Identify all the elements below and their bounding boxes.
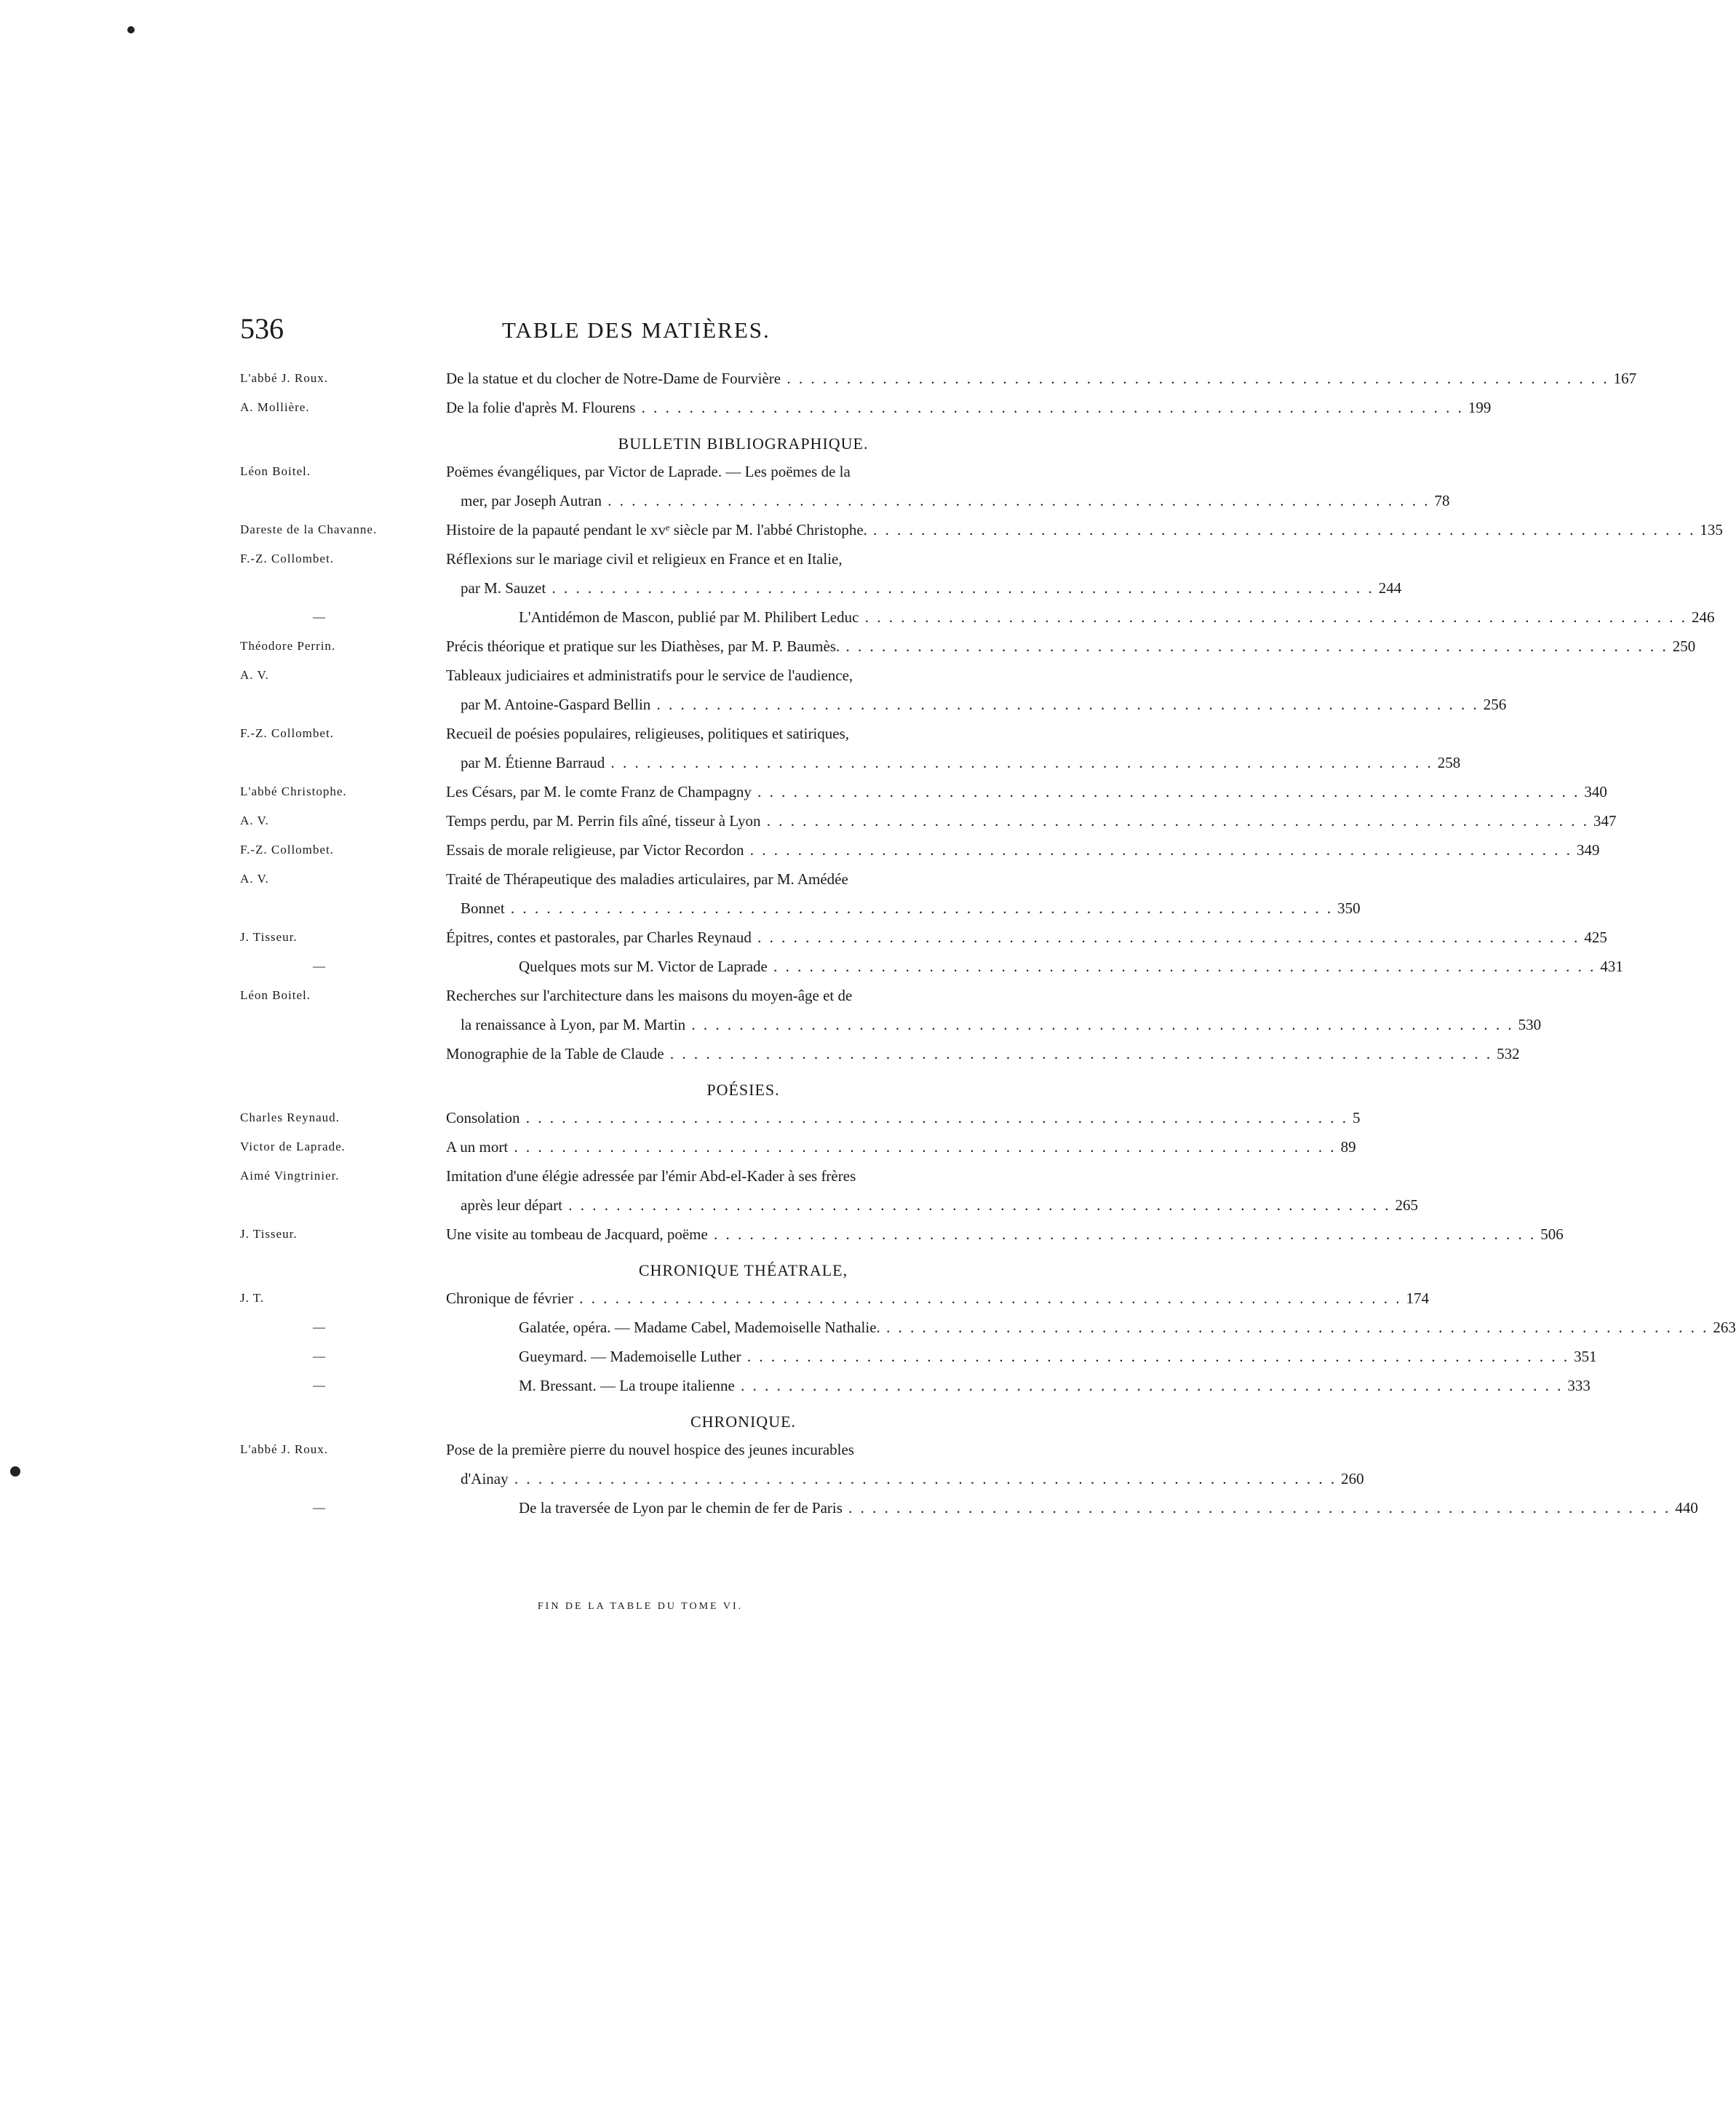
entry-author: J. Tisseur. xyxy=(240,1227,298,1241)
entry-author xyxy=(240,1039,446,1068)
entry-title xyxy=(519,1313,1736,1342)
entry-line xyxy=(519,1493,1698,1522)
entry-line xyxy=(446,1284,1429,1313)
entry-title xyxy=(446,923,1607,952)
page-ref: 174 xyxy=(1406,1290,1429,1307)
section-heading: CHRONIQUE. xyxy=(690,1412,797,1431)
entry-author: Léon Boitel. xyxy=(240,988,311,1002)
entry-author: Aimé Vingtrinier. xyxy=(240,1169,340,1183)
toc-entry xyxy=(240,1132,1356,1161)
entry-author: A. V. xyxy=(240,872,269,886)
entry-title xyxy=(519,1493,1698,1522)
page-ref: 340 xyxy=(1584,783,1607,800)
page-ref: 532 xyxy=(1497,1045,1520,1062)
toc-entry xyxy=(240,952,1623,981)
toc-entry xyxy=(240,981,1542,1039)
entry-text: Traité de Thérapeutique des maladies articulaires, par M. Amédée xyxy=(446,870,848,888)
entry-text: Galatée, opéra. — Madame Cabel, Mademoiselle Nathalie. . . . xyxy=(519,1313,1708,1342)
entry-text: Bonnet . . . xyxy=(461,894,1333,923)
toc-entry xyxy=(240,515,1723,544)
entry-title xyxy=(446,393,1491,422)
entry-line xyxy=(519,1313,1736,1342)
toc-entry xyxy=(240,1039,1520,1068)
entry-text: Temps perdu, par M. Perrin fils aîné, tisseur à Lyon . . . xyxy=(446,806,1589,835)
page-ref: 347 xyxy=(1593,812,1617,830)
entry-line xyxy=(446,777,1607,806)
entry-text: Tableaux judiciaires et administratifs pour le service de l'audience, xyxy=(446,667,853,684)
entry-title xyxy=(446,457,1449,515)
toc-entry xyxy=(240,544,1402,603)
page-ref: 333 xyxy=(1567,1377,1590,1394)
entry-text: De la folie d'après M. Flourens . . . xyxy=(446,393,1464,422)
entry-line xyxy=(446,806,1616,835)
scan-speck xyxy=(10,1466,20,1477)
entry-title xyxy=(446,544,1401,603)
page-ref: 167 xyxy=(1613,370,1637,387)
entry-text: par M. Sauzet . . . xyxy=(461,573,1374,603)
entry-text: Poëmes évangéliques, par Victor de Laprade. — Les poëmes de la xyxy=(446,463,851,480)
entry-author: Dareste de la Chavanne. xyxy=(240,522,378,536)
page-ref: 256 xyxy=(1483,696,1507,713)
page-ref: 260 xyxy=(1341,1470,1364,1487)
toc-entry xyxy=(240,806,1617,835)
toc-entry xyxy=(240,603,1715,632)
entry-text: par M. Antoine-Gaspard Bellin . . . xyxy=(461,690,1479,719)
entry-text: Pose de la première pierre du nouvel hospice des jeunes incurables xyxy=(446,1441,854,1458)
entry-text: De la statue et du clocher de Notre-Dame de Fourvière . . . xyxy=(446,364,1609,393)
table-of-contents xyxy=(240,364,1736,1522)
section-heading: POÉSIES. xyxy=(706,1081,780,1099)
entry-title xyxy=(446,661,1506,719)
entry-author: — xyxy=(313,1378,326,1392)
entry-text: A un mort . . . xyxy=(446,1132,1337,1161)
entry-title xyxy=(519,1371,1590,1400)
entry-line xyxy=(446,865,1361,894)
toc-entry xyxy=(240,923,1607,952)
entry-title xyxy=(519,1342,1597,1371)
entry-title xyxy=(446,1435,1364,1493)
entry-author: Léon Boitel. xyxy=(240,464,311,478)
entry-text: Quelques mots sur M. Victor de Laprade . . . xyxy=(519,952,1596,981)
toc-entry xyxy=(240,457,1450,515)
entry-line xyxy=(446,981,1541,1010)
toc-entry xyxy=(240,1493,1698,1522)
entry-line xyxy=(446,544,1401,573)
entry-text: mer, par Joseph Autran . . . xyxy=(461,486,1430,515)
toc-entry xyxy=(240,1284,1429,1313)
entry-author: Victor de Laprade. xyxy=(240,1140,346,1153)
page-ref: 265 xyxy=(1395,1196,1418,1214)
entry-title xyxy=(446,1284,1429,1313)
entry-line xyxy=(446,719,1460,748)
entry-text: Réflexions sur le mariage civil et religieux en France et en Italie, xyxy=(446,550,843,568)
entry-author: F.-Z. Collombet. xyxy=(240,843,334,857)
toc-entry xyxy=(240,865,1361,923)
entry-line xyxy=(446,835,1599,865)
entry-author: Théodore Perrin. xyxy=(240,639,336,653)
page-number: 536 xyxy=(240,312,284,345)
page-ref: 135 xyxy=(1700,521,1723,539)
entry-author: F.-Z. Collombet. xyxy=(240,726,334,740)
entry-text: Épitres, contes et pastorales, par Charles Reynaud . . . xyxy=(446,923,1580,952)
entry-title xyxy=(446,981,1541,1039)
scan-speck xyxy=(127,26,135,33)
entry-title xyxy=(519,603,1714,632)
entry-line xyxy=(446,486,1449,515)
entry-author: Charles Reynaud. xyxy=(240,1110,340,1124)
page-ref: 530 xyxy=(1518,1016,1542,1033)
entry-title xyxy=(446,1039,1520,1068)
entry-title xyxy=(446,865,1361,923)
page-ref: 246 xyxy=(1691,608,1715,626)
toc-entry xyxy=(240,661,1507,719)
entry-text: Chronique de février . . . xyxy=(446,1284,1401,1313)
entry-line xyxy=(446,632,1695,661)
entry-title xyxy=(446,1103,1361,1132)
entry-line xyxy=(519,1342,1597,1371)
entry-text: Les Césars, par M. le comte Franz de Champagny . . . xyxy=(446,777,1580,806)
page-ref: 258 xyxy=(1437,754,1461,771)
toc-entry xyxy=(240,1161,1418,1220)
entry-title xyxy=(446,719,1460,777)
page-header xyxy=(240,311,1040,355)
entry-author: A. V. xyxy=(240,814,269,827)
page-ref: 349 xyxy=(1576,841,1600,859)
entry-text: Histoire de la papauté pendant le xvᵉ siècle par M. l'abbé Christophe. . . . xyxy=(446,515,1695,544)
entry-line xyxy=(519,952,1623,981)
entry-author: — xyxy=(313,959,326,973)
page-ref: 440 xyxy=(1675,1499,1698,1517)
entry-author: J. Tisseur. xyxy=(240,930,298,944)
entry-title xyxy=(446,835,1599,865)
toc-entry xyxy=(240,835,1600,865)
entry-author: — xyxy=(313,1320,326,1334)
page-ref: 244 xyxy=(1378,579,1402,597)
entry-text: Monographie de la Table de Claude . . . xyxy=(446,1039,1492,1068)
entry-text: Précis théorique et pratique sur les Diathèses, par M. P. Baumès. . . . xyxy=(446,632,1668,661)
entry-author: L'abbé Christophe. xyxy=(240,784,347,798)
entry-line xyxy=(446,1010,1541,1039)
entry-line xyxy=(446,1191,1418,1220)
entry-line xyxy=(446,748,1460,777)
entry-title xyxy=(446,632,1695,661)
entry-title xyxy=(519,952,1623,981)
entry-line xyxy=(446,1039,1520,1068)
entry-text: L'Antidémon de Mascon, publié par M. Philibert Leduc . . . xyxy=(519,603,1687,632)
entry-text: Une visite au tombeau de Jacquard, poëme . . . xyxy=(446,1220,1536,1249)
entry-author: A. Mollière. xyxy=(240,400,310,414)
page-ref: 425 xyxy=(1584,929,1607,946)
toc-entry xyxy=(240,719,1461,777)
page-ref: 351 xyxy=(1574,1348,1597,1365)
end-note: FIN DE LA TABLE DU TOME VI. xyxy=(537,1601,744,1612)
entry-text: M. Bressant. — La troupe italienne . . . xyxy=(519,1371,1563,1400)
entry-title xyxy=(446,1220,1564,1249)
entry-line xyxy=(446,515,1723,544)
page-ref: 199 xyxy=(1468,399,1492,416)
section-heading: BULLETIN BIBLIOGRAPHIQUE. xyxy=(618,434,869,453)
toc-entry xyxy=(240,1371,1590,1400)
entry-title xyxy=(446,1132,1356,1161)
entry-text: Gueymard. — Mademoiselle Luther . . . xyxy=(519,1342,1569,1371)
entry-line xyxy=(446,1435,1364,1464)
page-ref: 350 xyxy=(1337,899,1361,917)
page-ref: 5 xyxy=(1353,1109,1361,1126)
entry-line xyxy=(446,364,1636,393)
page-ref: 431 xyxy=(1600,958,1623,975)
toc-entry xyxy=(240,1103,1361,1132)
toc-entry xyxy=(240,1220,1564,1249)
entry-title xyxy=(446,515,1723,544)
entry-text: De la traversée de Lyon par le chemin de fer de Paris . . . xyxy=(519,1493,1671,1522)
toc-entry xyxy=(240,1342,1597,1371)
entry-line xyxy=(446,923,1607,952)
toc-entry xyxy=(240,632,1696,661)
entry-line xyxy=(446,1132,1356,1161)
entry-line xyxy=(519,1371,1590,1400)
page-ref: 89 xyxy=(1340,1138,1356,1156)
entry-text: la renaissance à Lyon, par M. Martin . . . xyxy=(461,1010,1514,1039)
page-ref: 250 xyxy=(1672,637,1696,655)
entry-author: — xyxy=(313,1349,326,1363)
running-title: TABLE DES MATIÈRES. xyxy=(502,317,771,343)
entry-line xyxy=(446,1464,1364,1493)
entry-line xyxy=(446,573,1401,603)
section-heading: CHRONIQUE THÉATRALE, xyxy=(638,1261,848,1279)
toc-entry xyxy=(240,364,1637,393)
entry-author: A. V. xyxy=(240,668,269,682)
entry-text: Recueil de poésies populaires, religieuses, politiques et satiriques, xyxy=(446,725,850,742)
entry-line xyxy=(446,1103,1361,1132)
entry-author: — xyxy=(313,1501,326,1514)
page-ref: 263 xyxy=(1713,1319,1736,1336)
entry-line xyxy=(446,690,1506,719)
entry-line xyxy=(446,457,1449,486)
toc-entry xyxy=(240,1313,1736,1342)
entry-text: Essais de morale religieuse, par Victor Recordon . . . xyxy=(446,835,1572,865)
toc-entry xyxy=(240,393,1492,422)
toc-entry xyxy=(240,777,1607,806)
entry-author: F.-Z. Collombet. xyxy=(240,552,334,565)
entry-title xyxy=(446,806,1616,835)
page-ref: 78 xyxy=(1434,492,1450,509)
entry-line xyxy=(519,603,1714,632)
entry-text: Consolation . . . xyxy=(446,1103,1348,1132)
entry-title xyxy=(446,777,1607,806)
entry-text: après leur départ . . . xyxy=(461,1191,1390,1220)
entry-line xyxy=(446,894,1361,923)
entry-author: — xyxy=(313,610,326,624)
entry-text: Recherches sur l'architecture dans les maisons du moyen-âge et de xyxy=(446,987,853,1004)
entry-line xyxy=(446,1161,1418,1191)
entry-text: Imitation d'une élégie adressée par l'émir Abd-el-Kader à ses frères xyxy=(446,1167,856,1185)
entry-line xyxy=(446,393,1491,422)
entry-text: par M. Étienne Barraud . . . xyxy=(461,748,1433,777)
page-ref: 506 xyxy=(1540,1225,1564,1243)
entry-author: L'abbé J. Roux. xyxy=(240,1442,328,1456)
toc-entry xyxy=(240,1435,1364,1493)
entry-author: J. T. xyxy=(240,1291,265,1305)
entry-author: L'abbé J. Roux. xyxy=(240,371,328,385)
entry-line xyxy=(446,1220,1564,1249)
entry-text: d'Ainay . . . xyxy=(461,1464,1337,1493)
entry-line xyxy=(446,661,1506,690)
entry-title xyxy=(446,1161,1418,1220)
entry-title xyxy=(446,364,1636,393)
